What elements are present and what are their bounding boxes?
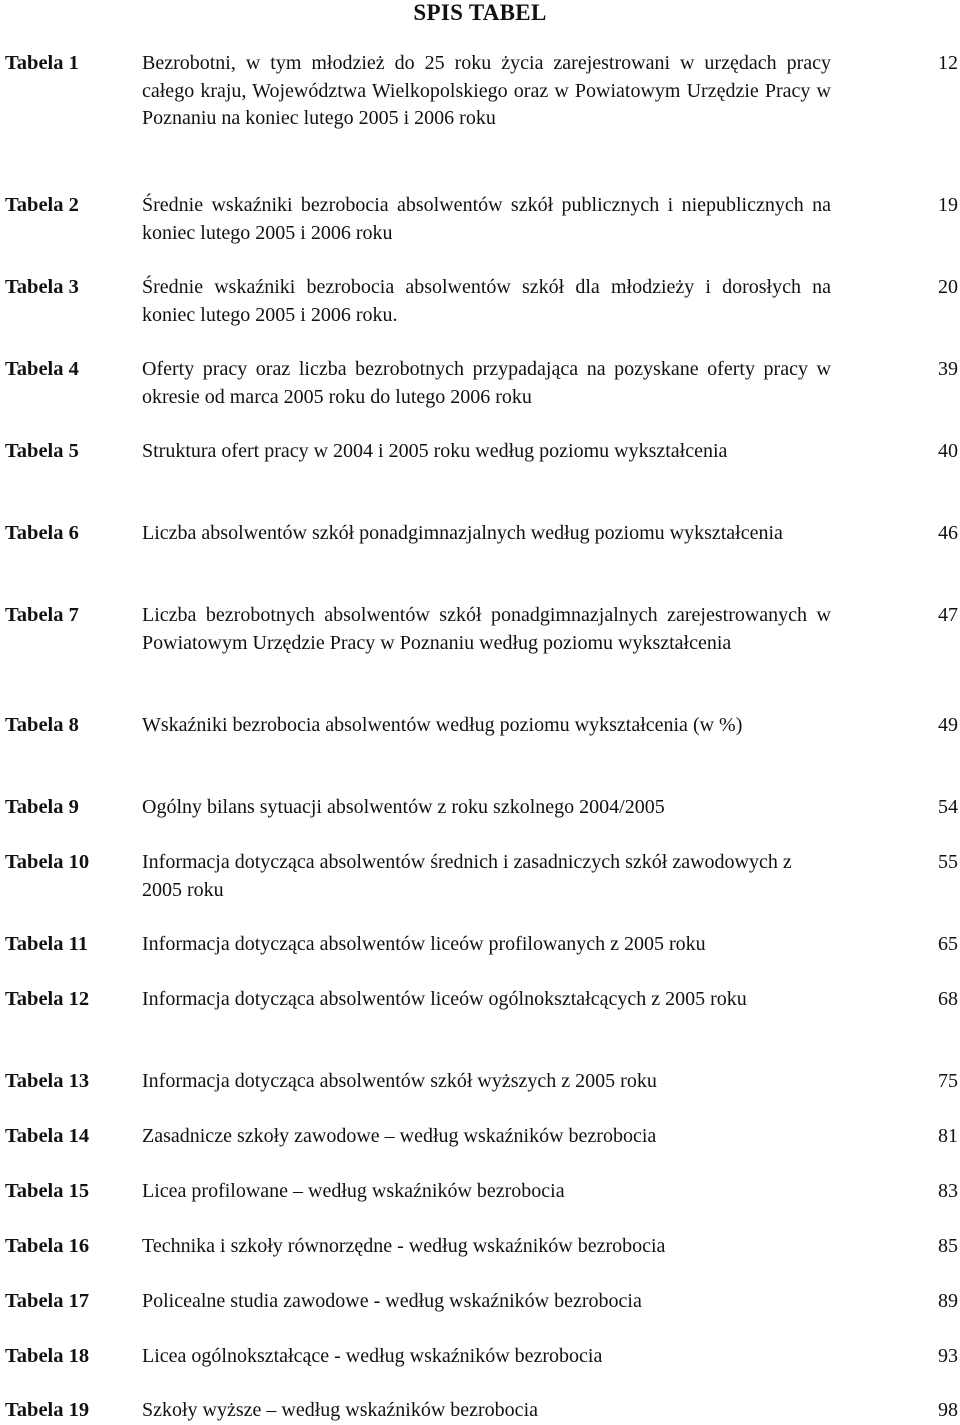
page-number: 54 (938, 796, 958, 818)
table-label: Tabela 4 (5, 358, 79, 380)
table-label: Tabela 16 (5, 1235, 90, 1257)
table-label: Tabela 6 (5, 522, 79, 544)
page-number: 89 (938, 1290, 958, 1312)
page-number: 68 (938, 988, 958, 1010)
page-number: 12 (938, 52, 958, 74)
page-number: 46 (938, 522, 958, 544)
table-label: Tabela 5 (5, 440, 79, 462)
page-number: 98 (938, 1399, 958, 1421)
table-description: Informacja dotycząca absolwentów liceów ogólnokształcących z 2005 roku (142, 988, 747, 1010)
table-description: Szkoły wyższe – według wskaźników bezrobocia (142, 1399, 538, 1421)
table-description: Liczba bezrobotnych absolwentów szkół ponadgimnazjalnych zarejestrowanych w Powiatowym Urzędzie Pracy w Poznaniu według poziomu wykształcenia (142, 604, 831, 654)
page-number: 40 (938, 440, 958, 462)
page-number: 81 (938, 1125, 958, 1147)
page-number: 55 (938, 851, 958, 873)
table-description: Licea profilowane – według wskaźników bezrobocia (142, 1180, 565, 1202)
table-label: Tabela 1 (5, 52, 79, 74)
table-label: Tabela 14 (5, 1125, 90, 1147)
table-description: Średnie wskaźniki bezrobocia absolwentów szkół dla młodzieży i dorosłych na koniec lutego 2005 i 2006 roku. (142, 276, 831, 326)
table-label: Tabela 8 (5, 714, 79, 736)
table-description: Policealne studia zawodowe - według wskaźników bezrobocia (142, 1290, 642, 1312)
page-title: SPIS TABEL (413, 0, 547, 25)
page-number: 19 (938, 194, 958, 216)
table-label: Tabela 18 (5, 1345, 90, 1367)
table-description: Licea ogólnokształcące - według wskaźników bezrobocia (142, 1345, 603, 1367)
table-label: Tabela 2 (5, 194, 79, 216)
page-number: 20 (938, 276, 958, 298)
table-description: Wskaźniki bezrobocia absolwentów według poziomu wykształcenia (w %) (142, 714, 743, 736)
table-label: Tabela 7 (5, 604, 79, 626)
table-label: Tabela 10 (5, 851, 90, 873)
page-number: 49 (938, 714, 958, 736)
table-label: Tabela 11 (5, 933, 88, 955)
page-number: 65 (938, 933, 958, 955)
table-description: Informacja dotycząca absolwentów liceów profilowanych z 2005 roku (142, 933, 706, 955)
table-description: Liczba absolwentów szkół ponadgimnazjalnych według poziomu wykształcenia (142, 522, 783, 544)
table-label: Tabela 19 (5, 1399, 90, 1421)
table-label: Tabela 15 (5, 1180, 90, 1202)
table-label: Tabela 17 (5, 1290, 90, 1312)
table-description: Oferty pracy oraz liczba bezrobotnych przypadająca na pozyskane oferty pracy w okresie od marca 2005 roku do lutego 2006 roku (142, 358, 831, 408)
page-number: 93 (938, 1345, 958, 1367)
page-number: 75 (938, 1070, 958, 1092)
table-label: Tabela 13 (5, 1070, 90, 1092)
table-label: Tabela 9 (5, 796, 79, 818)
table-description: Informacja dotycząca absolwentów średnich i zasadniczych szkół zawodowych z 2005 roku (142, 851, 792, 901)
table-description: Technika i szkoły równorzędne - według wskaźników bezrobocia (142, 1235, 666, 1257)
table-description: Średnie wskaźniki bezrobocia absolwentów szkół publicznych i niepublicznych na koniec lutego 2005 i 2006 roku (142, 194, 831, 244)
page-number: 85 (938, 1235, 958, 1257)
table-description: Struktura ofert pracy w 2004 i 2005 roku według poziomu wykształcenia (142, 440, 728, 462)
table-label: Tabela 12 (5, 988, 90, 1010)
table-label: Tabela 3 (5, 276, 79, 298)
page-number: 83 (938, 1180, 958, 1202)
table-description: Bezrobotni, w tym młodzież do 25 roku życia zarejestrowani w urzędach pracy całego kraju, Województwa Wielkopolskiego oraz w Powiatowym Urzędzie Pracy w Poznaniu na koniec lutego 2005 i 2006 roku (142, 52, 831, 129)
table-description: Informacja dotycząca absolwentów szkół wyższych z 2005 roku (142, 1070, 657, 1092)
page-number: 47 (938, 604, 958, 626)
page-number: 39 (938, 358, 958, 380)
table-description: Zasadnicze szkoły zawodowe – według wskaźników bezrobocia (142, 1125, 657, 1147)
table-description: Ogólny bilans sytuacji absolwentów z roku szkolnego 2004/2005 (142, 796, 665, 818)
